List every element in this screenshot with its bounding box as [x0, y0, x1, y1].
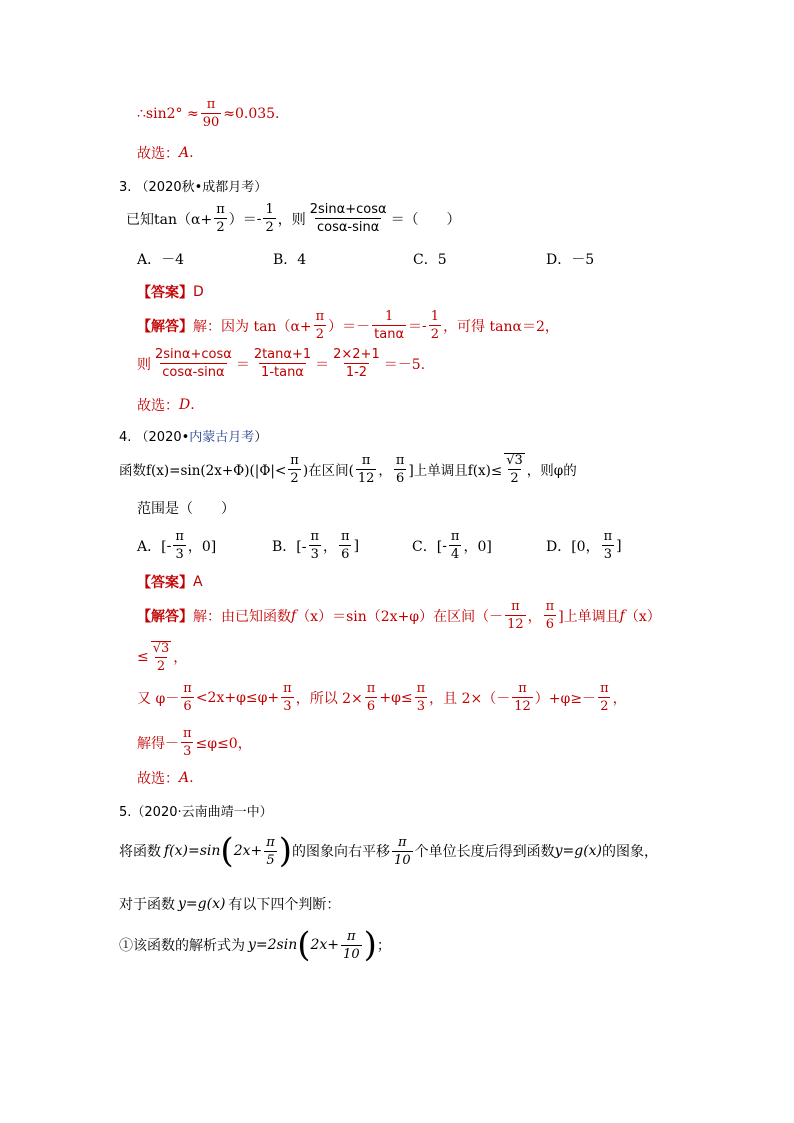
question-4-option-d: D．[0， $\frac{\pi}{3}$ ] [546, 529, 622, 562]
option-d: D．－5 [546, 252, 595, 268]
question-4-option-a: A．[ - $\frac{\pi}{3}$ ，0] [137, 529, 217, 562]
question-4-header: 4. （2020• 内蒙古月考 ） [119, 430, 268, 445]
fraction-pi-90: $\frac{\pi}{90}$ [202, 97, 220, 130]
option-a: A．－4 [137, 252, 185, 268]
question-5-judgement-1: ①该函数的解析式为 y=2sin ( 2x+ $\frac{\pi}{10}$ ) ； [119, 925, 391, 965]
question-4-stem-2: 范围是（ ） [137, 501, 235, 517]
solution-line-approx: ∴sin2° ≈ $\frac{\pi}{90}$ ≈0.035. [137, 97, 280, 130]
question-3-stem: 已知tan（α+ $\frac{\pi}{2}$ ）＝ - $\frac{1}{2}$ ，则 $\frac{2\sin\alpha+\cos\alpha}{\cos\alpha-\sin\alpha}$ ＝（ ） [126, 202, 461, 235]
question-4-solution-2: ≤ $\frac{√3}{2}$ ， [137, 641, 188, 674]
question-4-answer: 【答案】 A [137, 574, 203, 591]
question-3-answer: 【答案】 D [137, 284, 204, 301]
question-4-option-b: B．[- $\frac{\pi}{3}$ ， $\frac{\pi}{6}$ ] [272, 529, 360, 562]
question-4-option-c: C．[ - $\frac{\pi}{4}$ ，0] [412, 529, 492, 562]
left-paren: ( [220, 831, 234, 871]
question-4-choose: 故选： A . [137, 770, 194, 787]
option-b: B．4 [273, 252, 307, 268]
question-5-header: 5.（2020·云南曲靖一中） [119, 805, 273, 820]
question-3-solution-2: 则 $\frac{2\sin\alpha+\cos\alpha}{\cos\alpha-\sin\alpha}$ ＝ $\frac{2\tan\alpha+1}{1-\tan\alpha}$ ＝ $\frac{2\times 2+1}{1-2}$ ＝－5. [137, 347, 426, 380]
question-4-stem: 函数f(x)=sin(2x+Φ)(|Φ|< $\frac{\pi}{2}$ )在区间( $\frac{\pi}{12}$ ， $\frac{\pi}{6}$ ]上单调且f(x)≤ $\frac{√3}{2}$ ，则φ的 [119, 452, 577, 486]
option-c: C．5 [413, 252, 447, 268]
question-4-solution-1: 【解答】 解：由已知函数 f （x）＝sin（2x+φ）在区间（－ $\frac{\pi}{12}$ ， $\frac{\pi}{6}$ ]上单调且 f （x） [137, 599, 661, 632]
right-paren: ) [278, 831, 293, 871]
question-3-choose: 故选： D . [137, 397, 195, 414]
question-5-stem-2: 对于函数 y=g(x) 有以下四个判断： [119, 896, 341, 913]
question-4-solution-4: 解得－ $\frac{\pi}{3}$ ≤φ≤0， [137, 726, 252, 759]
question-3-solution-1: 【解答】 解：因为 tan（α+ $\frac{\pi}{2}$ ）＝－ $\frac{1}{\tan\alpha}$ ＝ - $\frac{1}{2}$ ，可得 tanα＝2， [137, 309, 559, 342]
question-4-solution-3: 又 φ－ $\frac{\pi}{6}$ <2x+φ≤φ+ $\frac{\pi}{3}$ ，所以 2× $\frac{\pi}{6}$ +φ≤ $\frac{\pi}{3}$ ，且 2×（－ $\frac{\pi}{12}$ ）+φ≥－ $\frac{\pi}{2}$ ， [137, 681, 627, 714]
question-3-header: 3. （2020秋•成都月考） [119, 180, 268, 195]
question-5-stem-1: 将函数 f(x)=sin ( 2x+ $\frac{\pi}{5}$ ) 的图象向右平移 $\frac{\pi}{10}$ 个单位长度后得到函数 y=g(x) 的图象， [119, 831, 659, 871]
choose-line-2: 故选： A . [137, 145, 194, 162]
